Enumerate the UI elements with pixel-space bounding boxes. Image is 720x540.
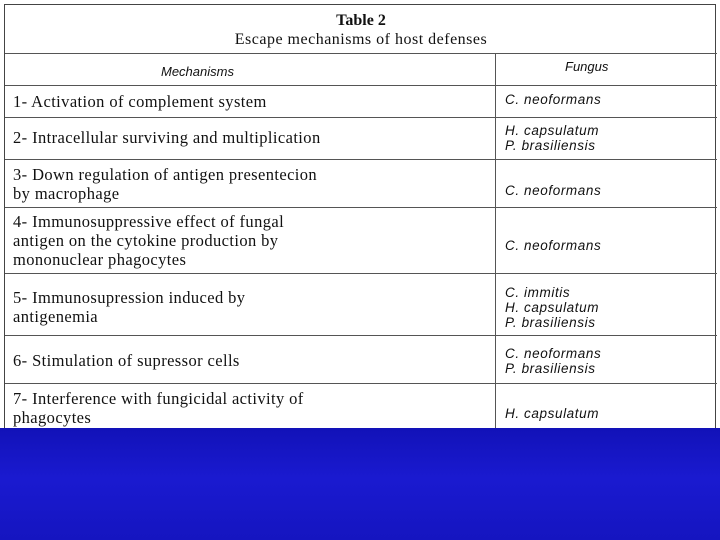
fungus-name: H. capsulatum bbox=[505, 300, 600, 315]
table-caption bbox=[5, 11, 717, 49]
fungus-cell bbox=[505, 406, 710, 421]
mechanism-line: 6- Stimulation of supressor cells bbox=[13, 351, 240, 370]
fungus-cell bbox=[505, 285, 710, 330]
fungus-name: C. neoformans bbox=[505, 346, 602, 361]
table-title: Table 2 bbox=[336, 12, 386, 29]
fungus-name: P. brasiliensis bbox=[505, 315, 596, 330]
fungus-cell bbox=[505, 346, 710, 376]
table-row bbox=[5, 273, 717, 335]
fungus-name: C. neoformans bbox=[505, 92, 602, 107]
table-row bbox=[5, 85, 717, 117]
mechanism-line: antigenemia bbox=[13, 307, 99, 326]
table-row bbox=[5, 159, 717, 207]
header-mechanisms: Mechanisms bbox=[161, 64, 234, 79]
mechanism-line: 2- Intracellular surviving and multiplication bbox=[13, 128, 321, 147]
mechanism-cell bbox=[13, 212, 489, 269]
mechanism-cell bbox=[13, 389, 489, 427]
fungus-cell bbox=[505, 183, 710, 198]
table-row bbox=[5, 335, 717, 383]
mechanism-line: by macrophage bbox=[13, 184, 120, 203]
fungus-name: H. capsulatum bbox=[505, 123, 600, 138]
mechanism-cell bbox=[13, 165, 489, 203]
fungus-name: C. neoformans bbox=[505, 183, 602, 198]
mechanism-cell bbox=[13, 128, 489, 147]
fungus-name: H. capsulatum bbox=[505, 406, 600, 421]
header-fungus: Fungus bbox=[565, 59, 609, 74]
column-divider bbox=[495, 53, 496, 429]
fungus-name: P. brasiliensis bbox=[505, 361, 596, 376]
mechanism-line: 1- Activation of complement system bbox=[13, 92, 267, 111]
fungus-name: C. neoformans bbox=[505, 238, 602, 253]
fungus-cell bbox=[505, 92, 710, 107]
mechanism-line: 7- Interference with fungicidal activity of bbox=[13, 389, 304, 408]
mechanism-line: mononuclear phagocytes bbox=[13, 250, 187, 269]
fungus-cell bbox=[505, 238, 710, 253]
fungus-name: P. brasiliensis bbox=[505, 138, 596, 153]
table-row bbox=[5, 117, 717, 159]
mechanism-cell bbox=[13, 288, 489, 326]
mechanism-line: 3- Down regulation of antigen presentecion bbox=[13, 165, 318, 184]
mechanism-line: antigen on the cytokine production by bbox=[13, 231, 279, 250]
fungus-cell bbox=[505, 123, 710, 153]
mechanism-cell bbox=[13, 92, 489, 111]
table-subtitle: Escape mechanisms of host defenses bbox=[234, 31, 488, 48]
table-row bbox=[5, 383, 717, 429]
table-row bbox=[5, 207, 717, 273]
mechanism-cell bbox=[13, 351, 489, 370]
fungus-name: C. immitis bbox=[505, 285, 571, 300]
table-header-row bbox=[5, 53, 717, 85]
mechanism-line: 5- Immunosupression induced by bbox=[13, 288, 246, 307]
escape-mechanisms-table bbox=[4, 4, 716, 428]
slide-background-band bbox=[0, 428, 720, 540]
mechanism-line: phagocytes bbox=[13, 408, 92, 427]
mechanism-line: 4- Immunosuppressive effect of fungal bbox=[13, 212, 285, 231]
